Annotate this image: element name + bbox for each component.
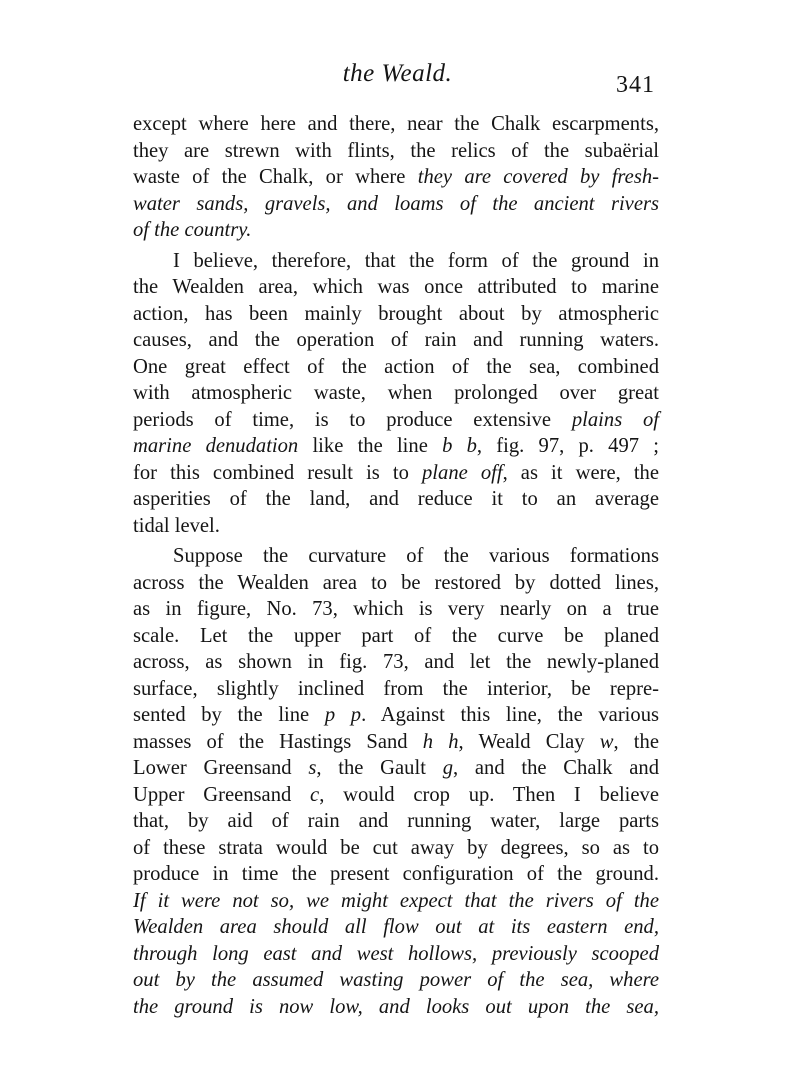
text-line bbox=[133, 967, 659, 994]
text-line bbox=[133, 138, 659, 165]
text-run: , Weald Clay bbox=[458, 730, 600, 753]
text-run: across, as shown in fig. 73, and let the newly-planed bbox=[133, 651, 659, 673]
text-line bbox=[133, 755, 659, 782]
page-number: 341 bbox=[616, 72, 655, 98]
text-run: except where here and there, near the Chalk escarpments, bbox=[133, 113, 659, 135]
text-line bbox=[133, 274, 659, 301]
paragraph bbox=[133, 248, 659, 540]
text-run: , fig. 97, p. 497 ; bbox=[476, 435, 659, 457]
text-run: action, has been mainly brought about by atmospheric bbox=[133, 302, 659, 325]
italic-run: g bbox=[442, 757, 453, 779]
italic-run: they are covered by fresh- bbox=[417, 166, 659, 188]
italic-run: through long east and west hollows, previously scooped bbox=[133, 942, 659, 965]
text-line bbox=[133, 486, 659, 513]
text-run: the Wealden area, which was once attributed to marine bbox=[133, 276, 659, 298]
text-line bbox=[133, 380, 659, 407]
italic-run: gravels, bbox=[264, 192, 347, 215]
italic-run: plane off bbox=[422, 461, 503, 484]
text-line bbox=[133, 676, 659, 703]
text-run: for this combined result is to bbox=[133, 461, 422, 484]
text-run: , the bbox=[613, 730, 659, 753]
text-run: scale. Let the upper part of the curve be planed bbox=[133, 624, 659, 647]
italic-run: marine denudation bbox=[133, 435, 299, 457]
text-run: One great effect of the action of the sea, combined bbox=[133, 355, 659, 378]
text-run: asperities of the land, and reduce it to an average bbox=[133, 488, 659, 510]
text-line bbox=[133, 596, 659, 623]
italic-run: b b bbox=[442, 435, 477, 457]
text-run: sented by the line bbox=[133, 704, 325, 726]
italic-run: Wealden area should all flow out at its eastern end, bbox=[133, 916, 659, 938]
text-line bbox=[133, 861, 659, 888]
text-line bbox=[133, 460, 659, 487]
paragraph bbox=[133, 111, 659, 244]
text-run: , would crop up. Then I believe bbox=[319, 783, 659, 806]
text-run: , as it were, the bbox=[502, 461, 659, 484]
text-line bbox=[133, 888, 659, 915]
text-run: , the Gault bbox=[316, 757, 443, 779]
text-line bbox=[133, 217, 659, 244]
text-line bbox=[133, 994, 659, 1021]
text-run: masses of the Hastings Sand bbox=[133, 730, 423, 753]
italic-run: s bbox=[308, 757, 317, 779]
body-text bbox=[133, 111, 659, 1020]
text-run: Lower Greensand bbox=[133, 757, 309, 779]
text-line bbox=[133, 835, 659, 862]
text-line bbox=[133, 433, 659, 460]
italic-run: of the country. bbox=[133, 219, 252, 241]
text-run: Upper Greensand bbox=[133, 783, 311, 806]
italic-run: p p bbox=[324, 704, 362, 726]
italic-run: and loams of the ancient rivers bbox=[347, 192, 659, 215]
italic-run: plains of bbox=[571, 408, 660, 431]
text-run: as in figure, No. 73, which is very nearly on a true bbox=[133, 598, 659, 620]
text-run: Suppose the curvature of the various formations bbox=[173, 545, 659, 567]
italic-run: If it were not so, we might expect that the rivers of the bbox=[133, 889, 659, 912]
text-line bbox=[133, 407, 659, 434]
text-line bbox=[133, 649, 659, 676]
text-run: that, by aid of rain and running water, large parts bbox=[133, 810, 659, 832]
running-title: the Weald. bbox=[342, 60, 453, 87]
italic-run: h h bbox=[422, 730, 459, 753]
text-run: periods of time, is to produce extensive bbox=[133, 408, 572, 431]
text-line bbox=[133, 702, 659, 729]
italic-run: out by the assumed wasting power of the sea, where bbox=[133, 969, 659, 991]
text-run: produce in time the present configuration of the ground. bbox=[133, 863, 659, 885]
text-line bbox=[133, 914, 659, 941]
text-run: I believe, therefore, that the form of the ground in bbox=[173, 249, 659, 272]
text-run: with atmospheric waste, when prolonged over great bbox=[133, 382, 659, 404]
text-line bbox=[133, 941, 659, 968]
text-run: waste of the Chalk, or where bbox=[133, 166, 418, 188]
text-line bbox=[133, 354, 659, 381]
text-line bbox=[133, 782, 659, 809]
text-line bbox=[133, 570, 659, 597]
text-line bbox=[133, 543, 659, 570]
text-line bbox=[133, 513, 659, 540]
text-line bbox=[133, 623, 659, 650]
text-line bbox=[133, 248, 659, 275]
text-run: across the Wealden area to be restored by dotted lines, bbox=[133, 571, 659, 594]
italic-run: w bbox=[599, 730, 614, 753]
text-line bbox=[133, 808, 659, 835]
text-run: . Against this line, the various bbox=[361, 704, 660, 726]
italic-run: c bbox=[310, 783, 320, 806]
text-line bbox=[133, 301, 659, 328]
text-run: of these strata would be cut away by degrees, so as to bbox=[133, 836, 659, 859]
paragraph bbox=[133, 543, 659, 1020]
text-line bbox=[133, 327, 659, 354]
text-line bbox=[133, 164, 659, 191]
italic-run: water sands, bbox=[133, 192, 265, 215]
text-run: tidal level. bbox=[133, 514, 220, 537]
text-run: , and the Chalk and bbox=[452, 757, 659, 779]
text-line bbox=[133, 111, 659, 138]
text-line bbox=[133, 729, 659, 756]
text-line bbox=[133, 191, 659, 218]
text-run: causes, and the operation of rain and running waters. bbox=[133, 329, 659, 351]
text-run: like the line bbox=[298, 435, 443, 457]
text-run: they are strewn with flints, the relics of the subaërial bbox=[133, 139, 659, 162]
text-run: surface, slightly inclined from the interior, be repre- bbox=[133, 677, 659, 700]
italic-run: the ground is now low, and looks out upon the sea, bbox=[133, 995, 659, 1018]
